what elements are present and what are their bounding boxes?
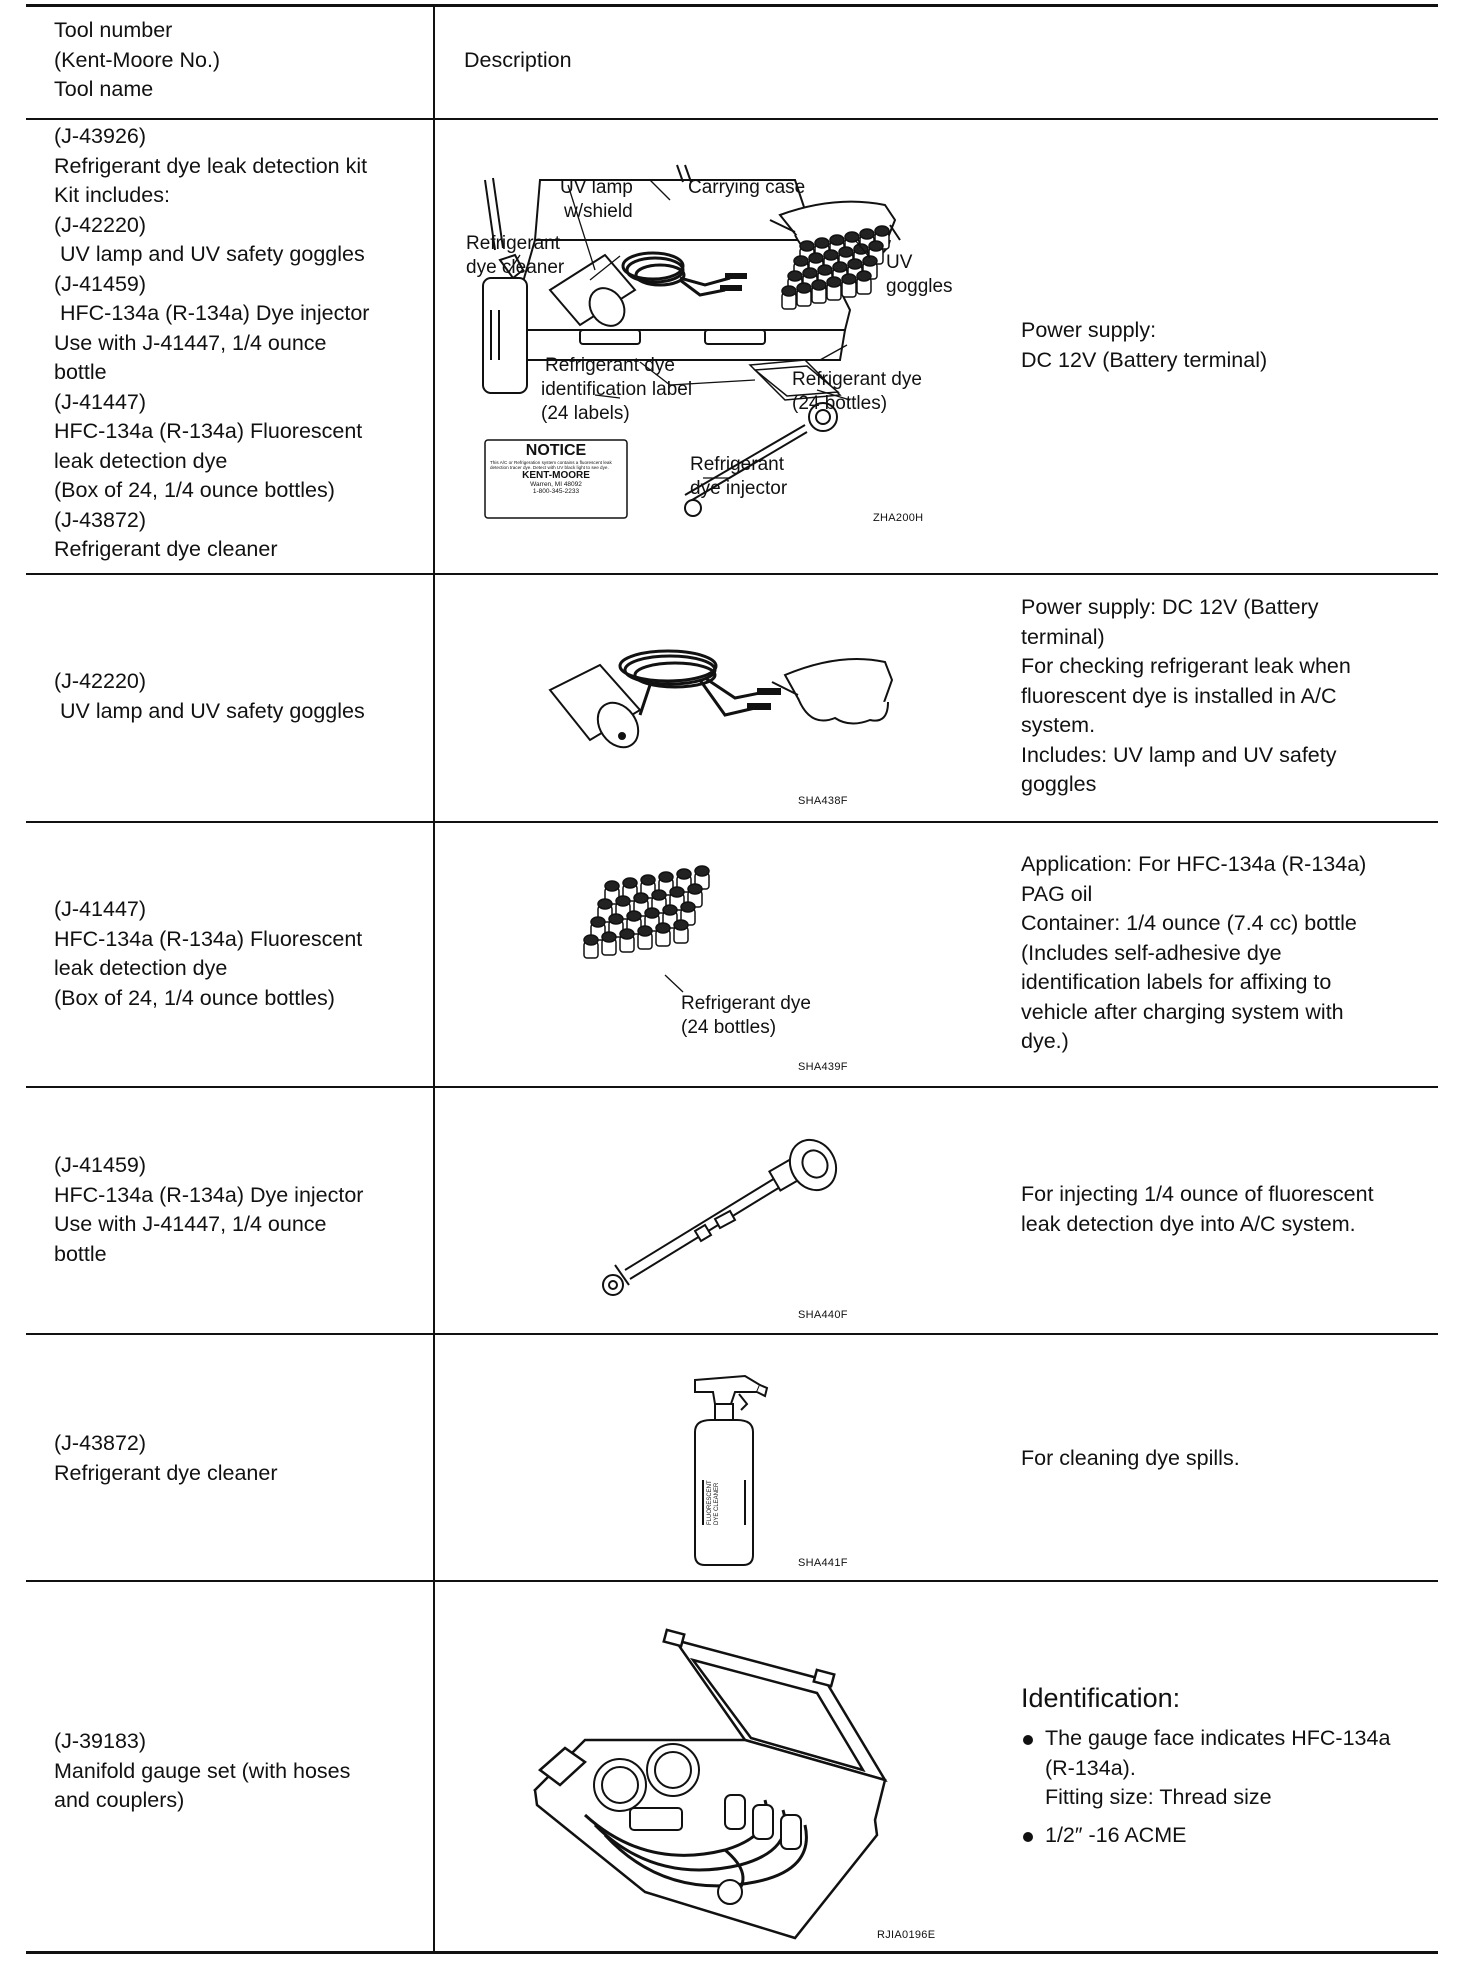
tool-line: Use with J-41447, 1/4 ounce [54,1212,327,1236]
description-line: system. [1021,713,1096,737]
figure-code: SHA441F [798,1557,848,1569]
bottle-cap [623,878,637,888]
description-line: terminal) [1021,624,1105,649]
row-5-tool-cell [54,1429,424,1488]
row-5-description [1021,1444,1431,1474]
header-description-column: Description [464,48,572,72]
tool-line: UV lamp and UV safety goggles [54,698,365,723]
dye-bottles-illustration [565,860,765,1000]
description-line: Power supply: [1021,318,1157,342]
tool-line: (J-43926) [54,124,147,148]
bottle-cap [659,872,673,882]
bottle-cap [860,229,874,239]
bottle-cap [842,274,856,284]
tool-line: Refrigerant dye leak detection kit [54,153,368,178]
callout-line: goggles [886,276,953,297]
tool-line: (J-41447) [54,897,147,921]
notice-phone: 1-800-345-2233 [532,488,580,496]
callout-uv-lamp [560,176,633,224]
bottle-cap [609,914,623,924]
bottle-cap [800,241,814,251]
figure-code: SHA439F [798,1061,848,1073]
bottle-cap [824,250,838,260]
tool-line: and couplers) [54,1788,185,1812]
description-line: For cleaning dye spills. [1021,1446,1240,1470]
tool-line: Refrigerant dye cleaner [54,1460,278,1485]
description-line: (Includes self-adhesive dye [1021,940,1282,965]
tool-line: Kit includes: [54,183,170,207]
callout-line: Refrigerant dye [545,355,675,376]
description-line: Includes: UV lamp and UV safety [1021,742,1337,767]
row-6-description [1021,1680,1451,1850]
bottle-cap [605,881,619,891]
callout-dye-cleaner [466,232,564,280]
header-line: Tool number [54,18,173,42]
bottle-cap [674,920,688,930]
bottle-cap [620,929,634,939]
tool-line: (J-41459) [54,1153,147,1177]
bottle-cap [695,866,709,876]
bottle-cap [839,247,853,257]
bottle-cap [794,256,808,266]
bottle-cap [688,884,702,894]
description-line: Container: 1/4 ounce (7.4 cc) bottle [1021,911,1357,935]
row-divider [26,1333,1438,1335]
callout-id-label [541,354,692,426]
identification-heading: Identification: [1021,1683,1181,1713]
bottle-cap [598,899,612,909]
tool-line: (J-41459) [54,271,147,296]
bullet-line: (R-134a). [1045,1755,1136,1780]
table-bottom-border [26,1951,1438,1954]
header-line: Tool name [54,77,154,101]
callout-dye-bottles [792,368,922,416]
identification-bullet [1021,1821,1451,1851]
row-4-description [1021,1180,1431,1239]
row-divider [26,821,1438,823]
bottle-cap [803,268,817,278]
bottle-cap [645,908,659,918]
bottle-cap [652,890,666,900]
bottle-cap [591,917,605,927]
description-line: leak detection dye into A/C system. [1021,1211,1356,1236]
dye-cleaner-bottle-illustration [665,1370,785,1570]
bottle-cap [869,241,883,251]
description-line: identification labels for affixing to [1021,970,1332,994]
row-divider [26,118,1438,120]
bottle-cap [681,902,695,912]
tool-line: HFC-134a (R-134a) Fluorescent [54,419,363,443]
bottle-cap [627,911,641,921]
callout-line: identification label [541,379,693,400]
bullet-line: The gauge face indicates HFC-134a [1045,1726,1391,1750]
bottle-label-line: DYE CLEANER [714,1482,720,1525]
figure-code: SHA440F [798,1309,848,1321]
tool-line: bottle [54,1241,107,1266]
bottle-label-line: FLUORESCENT [707,1480,713,1525]
bottle-cap [638,926,652,936]
description-line: For checking refrigerant leak when [1021,654,1351,678]
bottle-cap [809,253,823,263]
bottle-cap [815,238,829,248]
bottle-cap [833,262,847,272]
row-2-description [1021,593,1431,800]
figure-code: RJIA0196E [877,1929,936,1941]
bottle-cap [788,271,802,281]
notice-title: NOTICE [525,442,587,459]
tool-line: (J-43872) [54,507,147,532]
bottle-cap [812,280,826,290]
tool-line: (J-43872) [54,1431,147,1455]
tool-line: leak detection dye [54,956,228,980]
tool-line: (Box of 24, 1/4 ounce bottles) [54,985,335,1010]
column-divider [433,4,435,1954]
callout-uv-goggles [886,251,953,299]
bottle-cap [634,893,648,903]
tool-line: (J-42220) [54,669,147,693]
row-6-tool-cell [54,1727,424,1816]
tool-line: bottle [54,360,107,384]
bottle-cap [677,869,691,879]
bottle-cap [602,932,616,942]
bullet-line: 1/2″ -16 ACME [1045,1822,1187,1847]
bottle-cap [818,265,832,275]
row-3-tool-cell [54,895,424,1013]
notice-city: Warren, MI 48092 [530,481,582,489]
callout-line: UV [886,252,913,273]
identification-bullet [1021,1724,1451,1813]
tool-line: (J-41447) [54,389,147,414]
tool-line: HFC-134a (R-134a) Dye injector [54,301,370,325]
bottle-cap [797,283,811,293]
manifold-gauge-case-illustration [525,1620,905,1940]
notice-label [487,442,625,516]
header-line: (Kent-Moore No.) [54,47,221,72]
callout-line: Refrigerant dye [792,369,922,390]
tool-line: Manifold gauge set (with hoses [54,1758,351,1783]
bottle-cap [875,226,889,236]
description-line: PAG oil [1021,881,1093,906]
table-top-border [26,4,1438,7]
callout-line: UV lamp [560,177,633,198]
tool-line: (J-42220) [54,212,147,237]
tool-line: (J-39183) [54,1729,147,1753]
bottle-cap [641,875,655,885]
bottle-label [707,1480,721,1525]
bullet-line: Fitting size: Thread size [1045,1785,1272,1809]
row-divider [26,1580,1438,1582]
tool-line: Use with J-41447, 1/4 ounce [54,330,327,355]
bottle-cap [670,887,684,897]
row-2-tool-cell [54,667,424,726]
tool-line: leak detection dye [54,448,228,473]
header-tool-column [54,16,424,105]
bottle-cap [857,271,871,281]
callout-line: dye cleaner [466,257,565,278]
row-divider [26,1086,1438,1088]
description-line: vehicle after charging system with [1021,999,1344,1024]
bottle-cap [584,935,598,945]
callout-line: w/shield [564,201,633,222]
description-line: Power supply: DC 12V (Battery [1021,595,1319,619]
dye-injector-illustration [595,1135,845,1305]
callout-dye-bottles [681,992,811,1040]
callout-dye-injector [690,453,787,501]
figure-code: ZHA200H [873,512,924,524]
uv-lamp-goggles-illustration [540,640,900,770]
row-divider [26,573,1438,575]
row-1-tool-cell [54,122,424,565]
callout-carrying-case: Carrying case [688,177,806,198]
notice-brand: KENT-MOORE [522,470,590,482]
callout-line: Refrigerant [466,233,560,254]
callout-line: (24 labels) [541,403,630,424]
bottle-cap [782,286,796,296]
description-line: dye.) [1021,1029,1069,1053]
notice-body: This A/C or Refrigeration system contains a fluorescent leak detection tracer dye. Detect with UV black light to see dye. [490,460,612,471]
bottle-cap [845,232,859,242]
tool-line: Refrigerant dye cleaner [54,537,278,561]
description-line: fluorescent dye is installed in A/C [1021,683,1337,708]
bottle-cap [616,896,630,906]
tool-line: UV lamp and UV safety goggles [54,242,365,266]
description-line: Application: For HFC-134a (R-134a) [1021,852,1367,876]
bottle-cap [827,277,841,287]
callout-line: (24 bottles) [681,1017,777,1038]
bottle-cap [848,259,862,269]
callout-line: (24 bottles) [792,393,888,414]
tool-line: HFC-134a (R-134a) Fluorescent [54,926,363,951]
row-1-description [1021,316,1431,375]
callout-line: dye injector [690,478,788,499]
tool-line: (Box of 24, 1/4 ounce bottles) [54,478,335,502]
bottle-cap [830,235,844,245]
figure-code: SHA438F [798,795,848,807]
callout-line: Refrigerant dye [681,993,811,1014]
description-line: goggles [1021,772,1097,796]
row-4-tool-cell [54,1151,424,1269]
description-line: DC 12V (Battery terminal) [1021,347,1268,372]
tool-line: HFC-134a (R-134a) Dye injector [54,1182,364,1207]
description-line: For injecting 1/4 ounce of fluorescent [1021,1182,1374,1206]
callout-line: Refrigerant [690,454,784,475]
bottle-cap [656,923,670,933]
bottle-cap [663,905,677,915]
row-3-description [1021,850,1431,1057]
